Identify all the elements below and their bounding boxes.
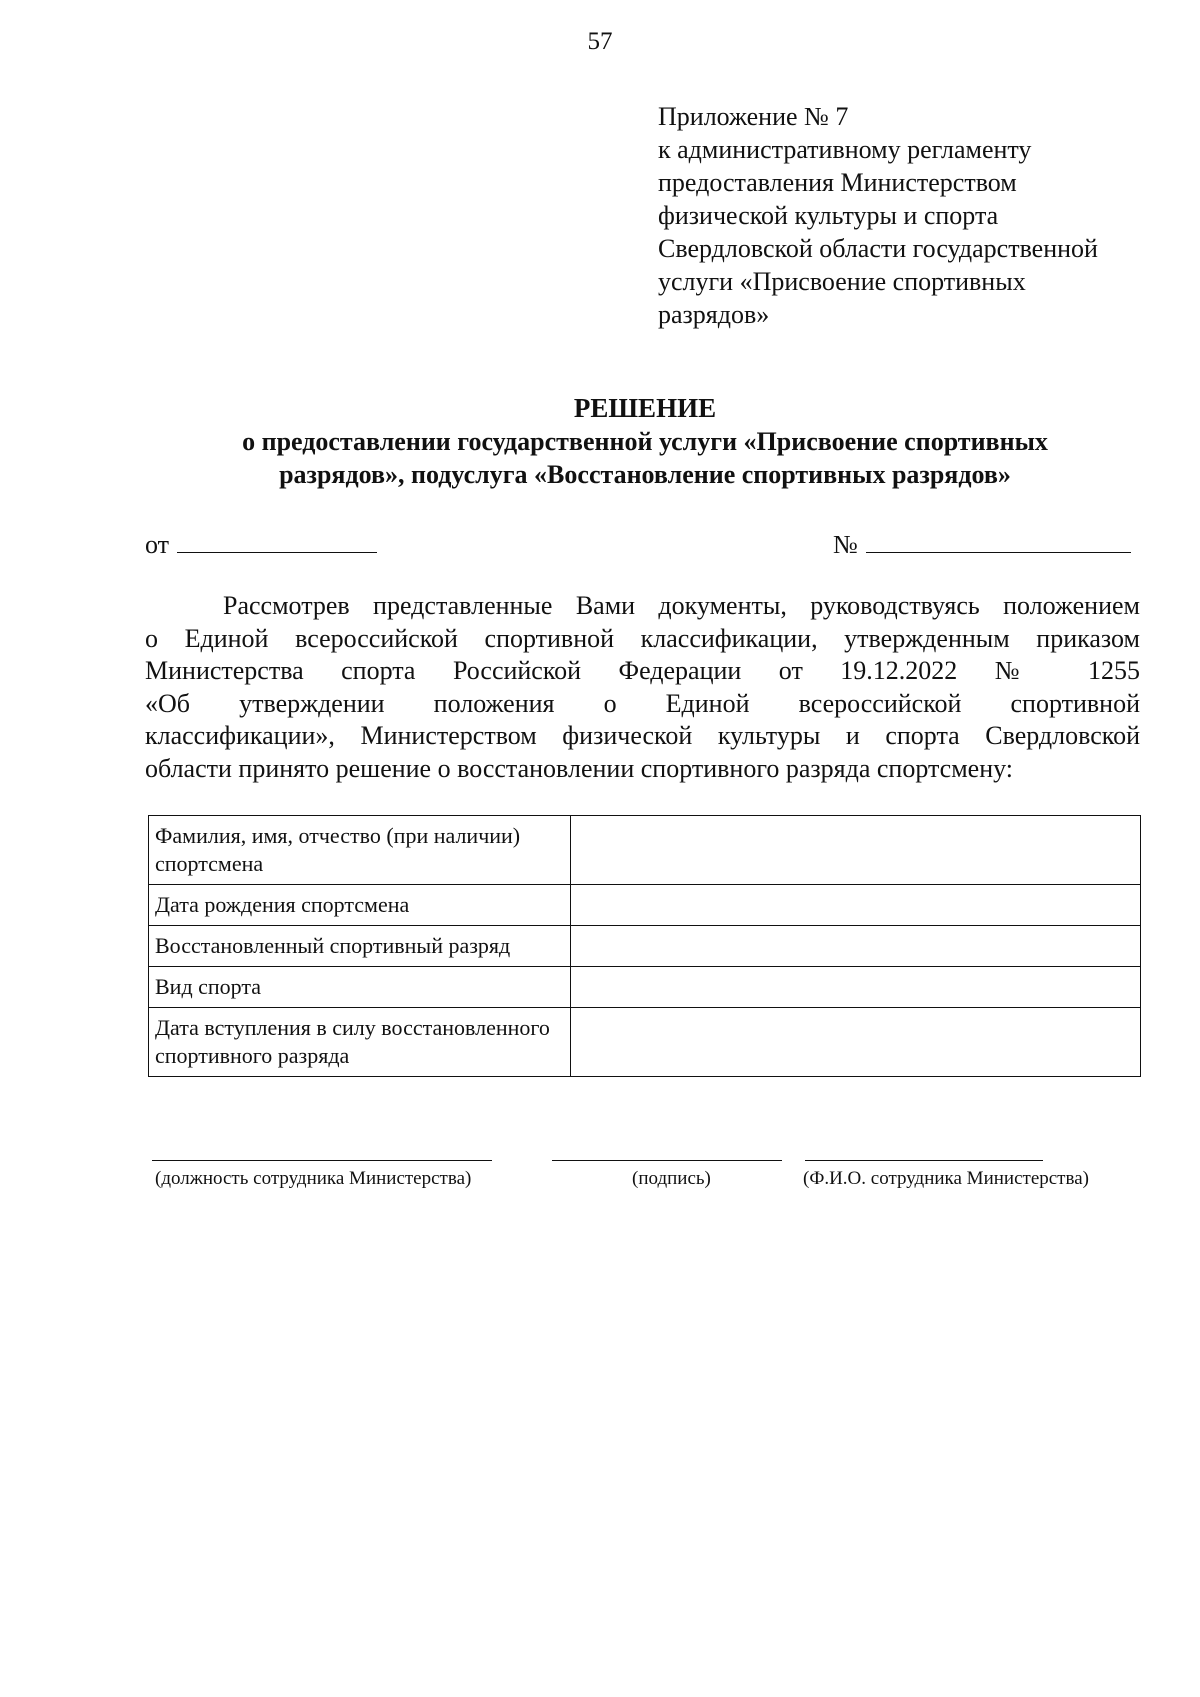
table-label-cell: Дата вступления в силу восстановленного спортивного разряда [149,1008,571,1077]
table-value-cell [570,926,1140,967]
name-signature-line [805,1160,1043,1161]
table-label-cell: Фамилия, имя, отчество (при наличии) спортсмена [149,816,571,885]
date-label: от [145,530,170,559]
signature-line [552,1160,782,1161]
signature-caption: (подпись) [632,1168,711,1189]
body-line: области принято решение о восстановлении спортивного разряда спортсмену: [145,753,1014,783]
position-caption: (должность сотрудника Министерства) [155,1168,472,1189]
appendix-line: к административному регламенту [658,135,1032,164]
body-line: «Об утверждении положения о Единой всероссийской спортивной [145,688,1140,718]
body-line: Рассмотрев представленные Вами документы, руководствуясь положением [223,591,1140,620]
table-row [149,967,1141,1008]
table-value-cell [570,967,1140,1008]
appendix-line: разрядов» [658,300,770,329]
athlete-info-table [148,815,1141,1077]
table-row [149,1008,1141,1077]
page-number: 57 [587,28,613,55]
table-label-cell: Восстановленный спортивный разряд [149,926,571,967]
appendix-line: услуги «Присвоение спортивных [658,267,1026,296]
date-field [145,528,377,560]
date-blank-line [177,528,377,553]
table-row [149,816,1141,885]
title-main: РЕШЕНИЕ [573,393,717,423]
decision-body [145,590,1140,785]
table-label-cell: Вид спорта [149,967,571,1008]
table-label-cell: Дата рождения спортсмена [149,885,571,926]
table-row [149,926,1141,967]
number-label: № [833,530,858,559]
appendix-line: Приложение № 7 [658,102,849,131]
number-field [833,528,1131,560]
appendix-header [658,100,1158,331]
signature-lines [0,1160,1200,1162]
table-value-cell [570,1008,1140,1077]
title-line: о предоставлении государственной услуги «Присвоение спортивных [242,427,1048,456]
title-line: разрядов», подуслуга «Восстановление спортивных разрядов» [279,460,1011,489]
table-value-cell [570,885,1140,926]
body-line: Министерства спорта Российской Федерации от 19.12.2022 № 1255 [145,656,1140,685]
table-value-cell [570,816,1140,885]
name-caption: (Ф.И.О. сотрудника Министерства) [803,1168,1089,1189]
body-line: классификации», Министерством физической культуры и спорта Свердловской [145,721,1140,750]
appendix-line: Свердловской области государственной [658,234,1098,263]
table-row [149,885,1141,926]
appendix-line: предоставления Министерством [658,168,1017,197]
document-title [150,392,1140,491]
number-blank-line [866,528,1131,553]
appendix-line: физической культуры и спорта [658,201,999,230]
body-line: о Единой всероссийской спортивной классификации, утвержденным приказом [145,623,1140,653]
position-signature-line [152,1160,492,1161]
